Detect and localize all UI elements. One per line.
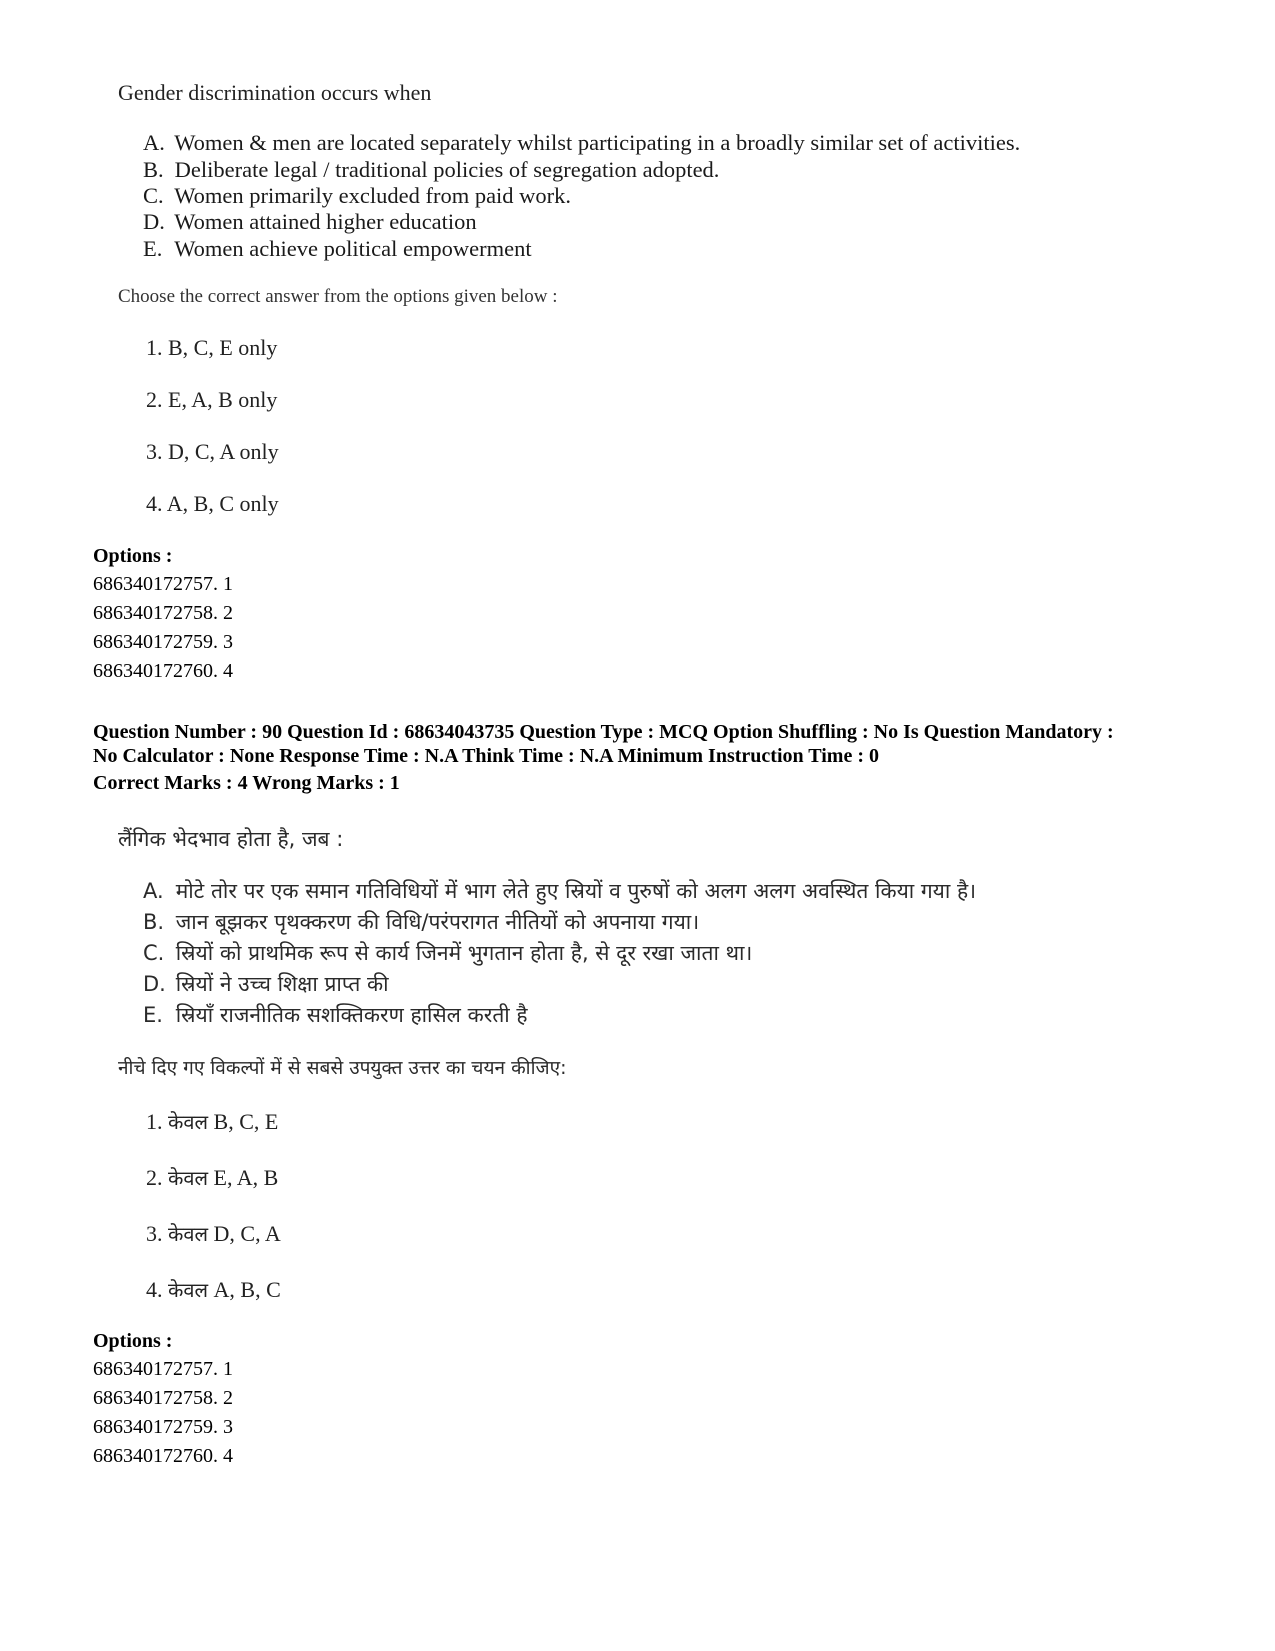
options-list-2 bbox=[93, 1355, 233, 1471]
choice-1: 1. B, C, E only bbox=[146, 335, 278, 360]
statement-c: C. Women primarily excluded from paid work. bbox=[143, 183, 572, 208]
option-id-2: 686340172758. 2 bbox=[93, 1387, 233, 1409]
option-id-1: 686340172757. 1 bbox=[93, 573, 233, 595]
meta-line-2: No Calculator : None Response Time : N.A Think Time : N.A Minimum Instruction Time : 0 bbox=[93, 745, 879, 767]
option-id-1: 686340172757. 1 bbox=[93, 1358, 233, 1380]
question-text-hindi: लैंगिक भेदभाव होता है, जब : bbox=[118, 827, 344, 851]
choice-4: 4. A, B, C only bbox=[146, 491, 279, 516]
statement-d-hindi: D. स्रियों ने उच्च शिक्षा प्राप्त की bbox=[143, 972, 389, 996]
statement-a-hindi: A. मोटे तोर पर एक समान गतिविधियों में भाग लेते हुए स्रियों व पुरुषों को अलग अलग अवस्थित किया गया है। bbox=[143, 879, 977, 903]
statement-e: E. Women achieve political empowerment bbox=[143, 236, 532, 261]
choice-4-hindi: 4. केवल A, B, C bbox=[146, 1277, 281, 1302]
statement-e-hindi: E. स्रियाँ राजनीतिक सशक्तिकरण हासिल करती है bbox=[143, 1003, 528, 1027]
option-id-3: 686340172759. 3 bbox=[93, 631, 233, 653]
question-text-english: Gender discrimination occurs when bbox=[118, 80, 432, 105]
statement-a: A. Women & men are located separately whilst participating in a broadly similar set of activities. bbox=[143, 130, 1021, 155]
choice-2-hindi: 2. केवल E, A, B bbox=[146, 1165, 279, 1190]
option-id-4: 686340172760. 4 bbox=[93, 1445, 233, 1467]
choice-3: 3. D, C, A only bbox=[146, 439, 279, 464]
options-heading-2: Options : bbox=[93, 1330, 173, 1352]
choice-3-hindi: 3. केवल D, C, A bbox=[146, 1221, 281, 1246]
options-list bbox=[93, 570, 233, 686]
statement-c-hindi: C. स्रियों को प्राथमिक रूप से कार्य जिनमें भुगतान होता है, से दूर रखा जाता था। bbox=[143, 941, 753, 965]
statement-b: B. Deliberate legal / traditional policies of segregation adopted. bbox=[143, 157, 720, 182]
options-heading: Options : bbox=[93, 545, 173, 567]
option-id-2: 686340172758. 2 bbox=[93, 602, 233, 624]
option-id-4: 686340172760. 4 bbox=[93, 660, 233, 682]
statement-d: D. Women attained higher education bbox=[143, 209, 477, 234]
meta-line-3: Correct Marks : 4 Wrong Marks : 1 bbox=[93, 772, 400, 794]
meta-line-1: Question Number : 90 Question Id : 68634043735 Question Type : MCQ Option Shuffling : No Is Question Mandatory : bbox=[93, 721, 1114, 743]
choice-2: 2. E, A, B only bbox=[146, 387, 278, 412]
instruction-english: Choose the correct answer from the options given below : bbox=[118, 286, 558, 307]
option-id-3: 686340172759. 3 bbox=[93, 1416, 233, 1438]
instruction-hindi: नीचे दिए गए विकल्पों में से सबसे उपयुक्त उत्तर का चयन कीजिए: bbox=[118, 1057, 567, 1079]
choice-1-hindi: 1. केवल B, C, E bbox=[146, 1109, 279, 1134]
statement-b-hindi: B. जान बूझकर पृथक्करण की विधि/परंपरागत नीतियों को अपनाया गया। bbox=[143, 910, 700, 934]
question-meta bbox=[93, 720, 1114, 795]
